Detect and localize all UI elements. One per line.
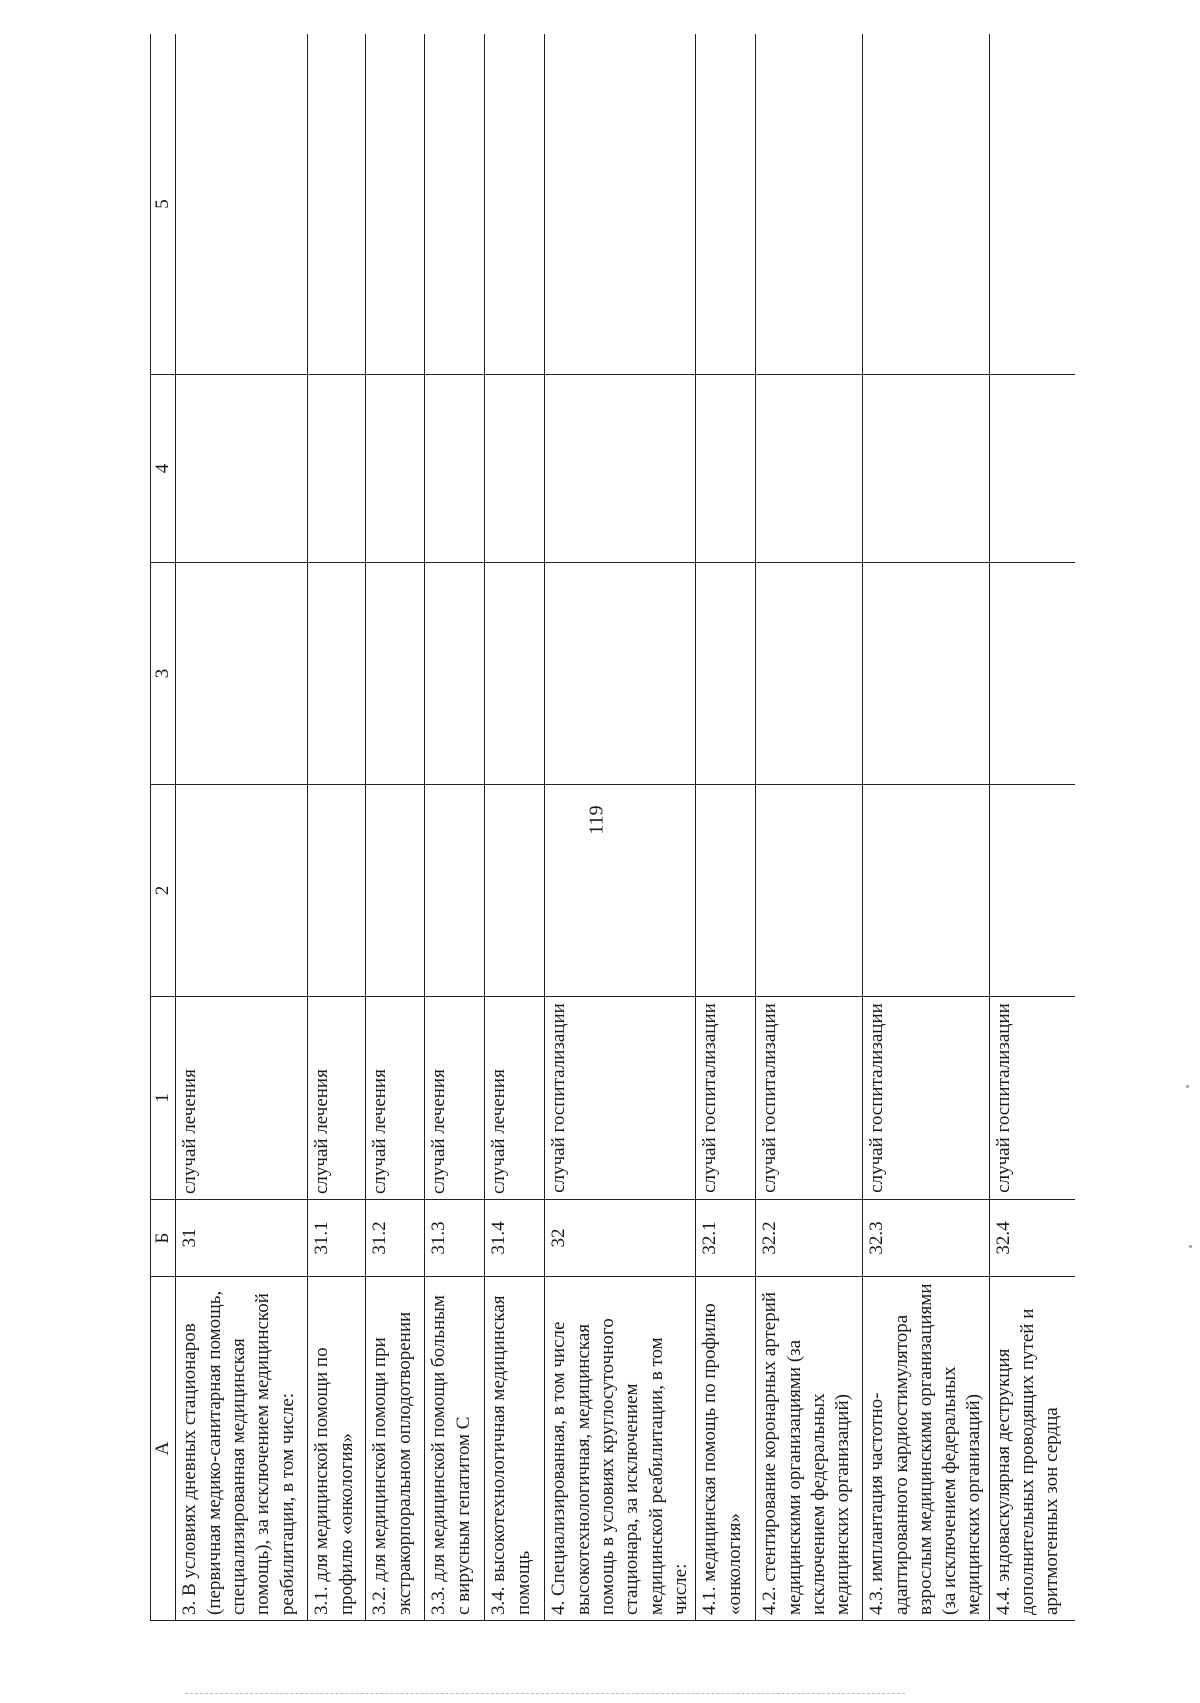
row-code: 31.1 bbox=[308, 1200, 366, 1277]
row-code: 32.1 bbox=[696, 1200, 756, 1277]
row-col-3 bbox=[989, 563, 1075, 785]
row-col-5 bbox=[545, 34, 696, 375]
row-col-4 bbox=[485, 375, 545, 563]
row-col-4 bbox=[696, 375, 756, 563]
row-col-4 bbox=[989, 375, 1075, 563]
row-code: 32.3 bbox=[863, 1200, 990, 1277]
row-col-4 bbox=[863, 375, 990, 563]
table-row bbox=[176, 34, 308, 1621]
row-col-2 bbox=[308, 785, 366, 997]
rotated-table-wrapper bbox=[150, 34, 1075, 1621]
row-name: 3.2. для медицинской помощи при экстракорпоральном оплодотворении bbox=[366, 1277, 425, 1621]
row-unit: случай лечения bbox=[176, 997, 308, 1200]
row-col-3 bbox=[545, 563, 696, 785]
header-col-a: А bbox=[151, 1277, 176, 1621]
scan-artifact-dot bbox=[1189, 1245, 1192, 1248]
table-row bbox=[863, 34, 990, 1621]
row-name: 3.4. высокотехнологичная медицинская помощь bbox=[485, 1277, 545, 1621]
row-col-3 bbox=[756, 563, 863, 785]
row-name: 3.3. для медицинской помощи больным с вирусным гепатитом С bbox=[425, 1277, 485, 1621]
table-row bbox=[366, 34, 425, 1621]
row-unit: случай лечения bbox=[485, 997, 545, 1200]
header-col-5: 5 bbox=[151, 34, 176, 375]
header-col-1: 1 bbox=[151, 997, 176, 1200]
row-code: 32 bbox=[545, 1200, 696, 1277]
table-header-row bbox=[151, 34, 176, 1621]
row-col-5 bbox=[696, 34, 756, 375]
row-col-3 bbox=[863, 563, 990, 785]
table-row bbox=[308, 34, 366, 1621]
row-col-3 bbox=[366, 563, 425, 785]
table-row bbox=[989, 34, 1075, 1621]
data-table bbox=[150, 34, 1075, 1621]
row-col-2 bbox=[425, 785, 485, 997]
row-code: 32.2 bbox=[756, 1200, 863, 1277]
header-col-3: 3 bbox=[151, 563, 176, 785]
row-col-5 bbox=[863, 34, 990, 375]
row-name: 4.4. эндоваскулярная деструкция дополнительных проводящих путей и аритмогенных зон сердца bbox=[989, 1277, 1075, 1621]
scan-artifact-line bbox=[185, 1693, 905, 1694]
row-unit: случай лечения bbox=[308, 997, 366, 1200]
scan-artifact-dot bbox=[1186, 1085, 1189, 1088]
row-col-2 bbox=[863, 785, 990, 997]
row-unit: случай госпитализации bbox=[696, 997, 756, 1200]
row-col-5 bbox=[425, 34, 485, 375]
row-col-2 bbox=[696, 785, 756, 997]
row-unit: случай госпитализации bbox=[863, 997, 990, 1200]
row-col-5 bbox=[756, 34, 863, 375]
row-col-3 bbox=[176, 563, 308, 785]
row-code: 31 bbox=[176, 1200, 308, 1277]
row-name: 4.1. медицинская помощь по профилю «онкология» bbox=[696, 1277, 756, 1621]
header-col-4: 4 bbox=[151, 375, 176, 563]
row-unit: случай лечения bbox=[425, 997, 485, 1200]
row-unit: случай госпитализации bbox=[989, 997, 1075, 1200]
header-col-b: Б bbox=[151, 1200, 176, 1277]
row-col-5 bbox=[366, 34, 425, 375]
header-col-2: 2 bbox=[151, 785, 176, 997]
row-col-5 bbox=[176, 34, 308, 375]
row-unit: случай госпитализации bbox=[545, 997, 696, 1200]
row-col-3 bbox=[485, 563, 545, 785]
row-col-4 bbox=[756, 375, 863, 563]
row-unit: случай лечения bbox=[366, 997, 425, 1200]
row-col-3 bbox=[425, 563, 485, 785]
row-code: 31.3 bbox=[425, 1200, 485, 1277]
table-row bbox=[696, 34, 756, 1621]
table-row bbox=[545, 34, 696, 1621]
row-col-5 bbox=[485, 34, 545, 375]
row-col-5 bbox=[308, 34, 366, 375]
table-row bbox=[425, 34, 485, 1621]
row-col-5 bbox=[989, 34, 1075, 375]
row-col-2 bbox=[756, 785, 863, 997]
row-col-4 bbox=[425, 375, 485, 563]
row-code: 31.4 bbox=[485, 1200, 545, 1277]
row-col-4 bbox=[308, 375, 366, 563]
row-col-2 bbox=[366, 785, 425, 997]
row-code: 31.2 bbox=[366, 1200, 425, 1277]
row-col-2 bbox=[176, 785, 308, 997]
row-name: 3. В условиях дневных стационаров (первичная медико-санитарная помощь, специализированная медицинская помощь), за исключением медицинской реабилитации, в том числе: bbox=[176, 1277, 308, 1621]
row-col-3 bbox=[696, 563, 756, 785]
row-col-2 bbox=[989, 785, 1075, 997]
row-col-2 bbox=[545, 785, 696, 997]
row-name: 3.1. для медицинской помощи по профилю «онкология» bbox=[308, 1277, 366, 1621]
row-unit: случай госпитализации bbox=[756, 997, 863, 1200]
row-col-4 bbox=[176, 375, 308, 563]
page-number: 119 bbox=[585, 805, 608, 835]
row-col-4 bbox=[366, 375, 425, 563]
row-name: 4.3. имплантация частотно-адаптированного кардиостимулятора взрослым медицинскими организациями (за исключением федеральных медицинских организаций) bbox=[863, 1277, 990, 1621]
row-col-3 bbox=[308, 563, 366, 785]
table-row bbox=[756, 34, 863, 1621]
row-code: 32.4 bbox=[989, 1200, 1075, 1277]
table-row bbox=[485, 34, 545, 1621]
row-col-2 bbox=[485, 785, 545, 997]
row-name: 4. Специализированная, в том числе высокотехнологичная, медицинская помощь в условиях круглосуточного стационара, за исключением медицинской реабилитации, в том числе: bbox=[545, 1277, 696, 1621]
row-col-4 bbox=[545, 375, 696, 563]
row-name: 4.2. стентирование коронарных артерий медицинскими организациями (за исключением федеральных медицинских организаций) bbox=[756, 1277, 863, 1621]
